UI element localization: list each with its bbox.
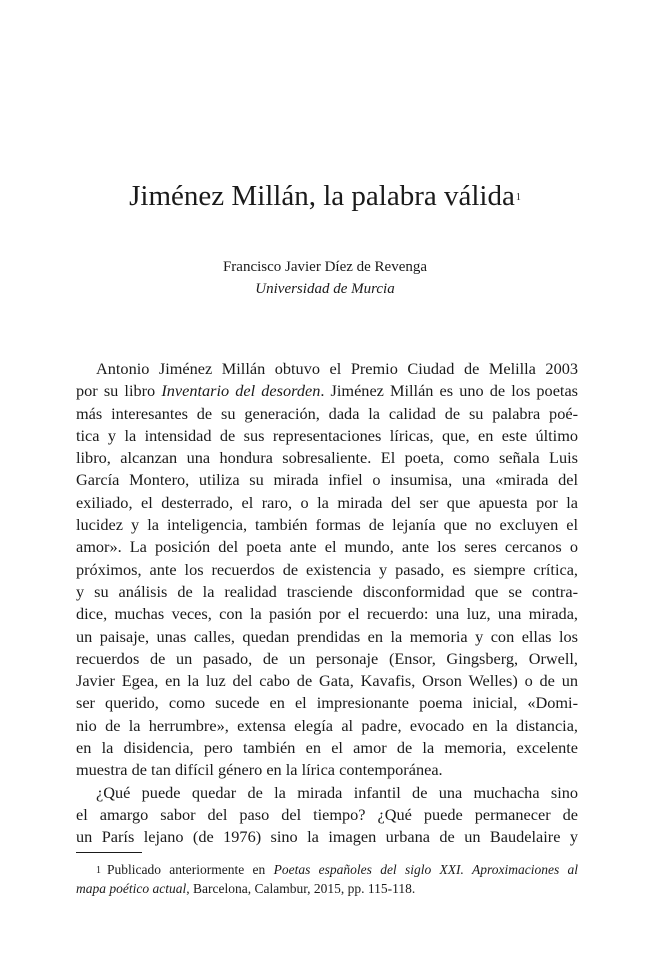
paragraph-1	[76, 358, 578, 782]
text-line: tica y la intensidad de sus representaciones líricas, que, en este último	[76, 425, 578, 445]
text-span: , Barcelona, Calambur, 2015, pp. 115-118.	[186, 881, 416, 896]
text-line	[76, 380, 578, 402]
book-title: mapa poético actual	[76, 881, 187, 896]
text-line: exiliado, el desterrado, el raro, o la mirada del ser que apuesta por la	[76, 492, 578, 512]
text-line: muestra de tan difícil género en la lírica contemporánea.	[76, 760, 443, 780]
text-line: un paisaje, unas calles, quedan prendidas en la memoria y con ellas los	[76, 626, 578, 646]
author-name: Francisco Javier Díez de Revenga	[222, 259, 428, 275]
text-line: Antonio Jiménez Millán obtuvo el Premio Ciudad de Melilla 2003	[96, 359, 578, 378]
text-line: el amargo sabor del paso del tiempo? ¿Qué puede permanecer de	[76, 804, 578, 824]
text-line: dice, muchas veces, con la pasión por el recuerdo: una luz, una mirada,	[76, 604, 578, 624]
text-line: recuerdos de un pasado, de un personaje (Ensor, Gingsberg, Orwell,	[76, 648, 578, 668]
text-line: lucidez y la inteligencia, también formas de lejanía que no excluyen el	[76, 515, 578, 535]
text-span: Publicado anteriormente en	[107, 862, 274, 877]
author-affiliation: Universidad de Murcia	[255, 281, 395, 297]
title-footnote-mark: 1	[515, 192, 521, 203]
book-title: Poetas españoles del siglo XXI. Aproximaciones al	[273, 862, 578, 877]
text-line: García Montero, utiliza su mirada infiel o insumisa, una «mirada del	[76, 470, 578, 490]
text-line: libro, alcanzan una hondura sobresaliente. El poeta, como señala Luis	[76, 448, 578, 468]
article-title-text: Jiménez Millán, la palabra válida	[129, 180, 515, 212]
text-line: y su análisis de la realidad trasciende disconformidad que se contra-	[76, 581, 578, 601]
text-line: más interesantes de su generación, dada la calidad de su palabra poé-	[76, 403, 578, 423]
text-line: un París lejano (de 1976) sino la imagen urbana de un Baudelaire y	[76, 827, 578, 847]
text-line: Javier Egea, en la luz del cabo de Gata, Kavafis, Orson Welles) o de un	[76, 671, 578, 691]
text-line: nio de la herrumbre», extensa elegía al padre, evocado en la distancia,	[76, 715, 578, 735]
text-line: ¿Qué puede quedar de la mirada infantil de una muchacha sino	[96, 782, 578, 802]
footnote-divider	[76, 852, 142, 853]
text-line: en la disidencia, pero también en el amor de la memoria, excelente	[76, 738, 578, 758]
text-line: próximos, ante los recuerdos de existencia y pasado, es siempre crítica,	[76, 559, 578, 579]
footnote	[76, 860, 578, 898]
footnote-line	[76, 860, 578, 879]
body-text	[76, 358, 578, 849]
footnote-line	[76, 879, 578, 898]
footnote-mark: 1	[96, 865, 101, 876]
book-title: Inventario del desorden	[161, 381, 321, 401]
article-title	[0, 176, 650, 216]
text-line: amor». La posición del poeta ante el mundo, ante los seres cercanos o	[76, 537, 578, 557]
text-span: . Jiménez Millán es uno de los poetas	[320, 381, 578, 401]
paragraph-2	[76, 782, 578, 849]
text-line: ser querido, como sucede en el impresionante poema inicial, «Domi-	[76, 693, 578, 713]
text-span: por su libro	[76, 381, 162, 401]
